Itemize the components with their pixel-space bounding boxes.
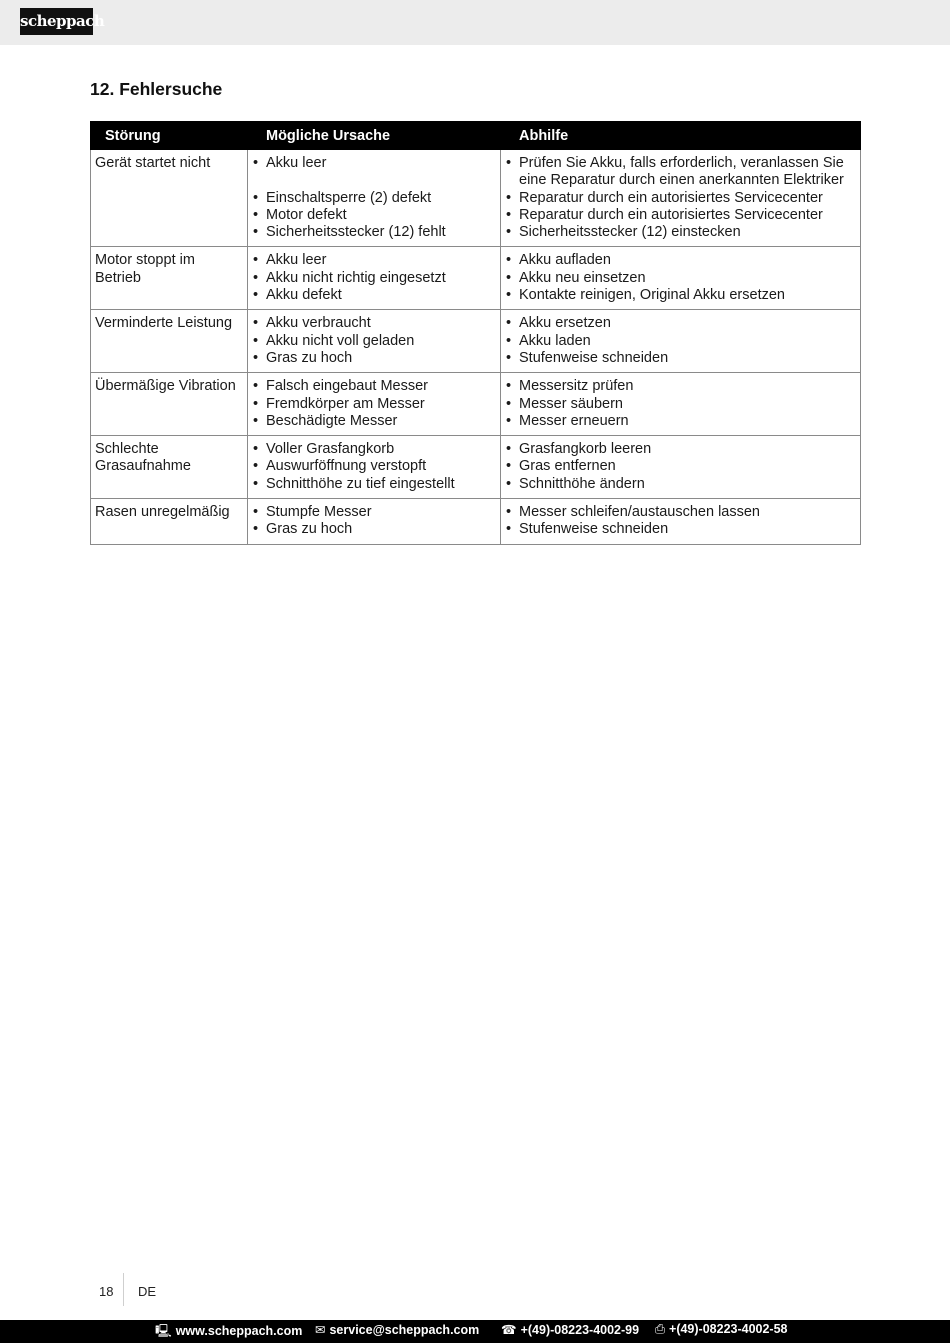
list-item: • Akku verbraucht <box>252 315 496 332</box>
table-row <box>91 499 861 545</box>
phone-text: +(49)-08223-4002-99 <box>520 1323 640 1337</box>
list-item: • Reparatur durch ein autorisiertes Servicecenter <box>505 207 856 224</box>
remedy-cell <box>501 150 861 247</box>
cause-cell <box>248 436 501 499</box>
fault-cell: Übermäßige Vibration <box>91 373 248 436</box>
page-divider <box>123 1273 124 1306</box>
list-item: • Stufenweise schneiden <box>505 350 856 367</box>
fault-cell: Verminderte Leistung <box>91 310 248 373</box>
cause-cell <box>248 150 501 247</box>
list-item: • Gras zu hoch <box>252 350 496 367</box>
list-item: • Stumpfe Messer <box>252 504 496 521</box>
list-item: • Einschaltsperre (2) defekt <box>252 190 496 207</box>
table-row <box>91 373 861 436</box>
remedy-cell <box>501 499 861 545</box>
cause-cell <box>248 499 501 545</box>
section-title: 12. Fehlersuche <box>90 79 223 99</box>
mail-icon: ✉ <box>315 1323 326 1337</box>
list-item: • Sicherheitsstecker (12) fehlt <box>252 224 496 241</box>
list-item: • Akku aufladen <box>505 252 856 269</box>
list-item: • Beschädigte Messer <box>252 413 496 430</box>
list-item: • Voller Grasfangkorb <box>252 441 496 458</box>
remedy-cell <box>501 310 861 373</box>
footer-phone <box>501 1322 639 1337</box>
header-remedy: Abhilfe <box>501 122 861 150</box>
table-header-row <box>91 122 861 150</box>
page-number: 18 <box>99 1284 114 1299</box>
list-item: • Falsch eingebaut Messer <box>252 378 496 395</box>
email-text: service@scheppach.com <box>329 1323 480 1337</box>
footer-fax <box>655 1322 788 1337</box>
list-item: • Prüfen Sie Akku, falls erforderlich, veranlassen Sie eine Reparatur durch einen anerkannten Elektriker <box>505 155 856 190</box>
list-item: • Messersitz prüfen <box>505 378 856 395</box>
website-text: www.scheppach.com <box>175 1324 303 1338</box>
list-item: • Messer erneuern <box>505 413 856 430</box>
table-row <box>91 150 861 247</box>
list-item: • Akku leer <box>252 155 496 172</box>
footer-bar <box>0 1320 950 1343</box>
list-item: • Akku nicht voll geladen <box>252 333 496 350</box>
list-item: • Messer säubern <box>505 396 856 413</box>
list-item: • Kontakte reinigen, Original Akku ersetzen <box>505 287 856 304</box>
footer-email[interactable] <box>315 1322 479 1337</box>
list-item: • Fremdkörper am Messer <box>252 396 496 413</box>
fault-cell: Gerät startet nicht <box>91 150 248 247</box>
header-fault: Störung <box>91 122 248 150</box>
list-item: • Gras entfernen <box>505 458 856 475</box>
table-row <box>91 247 861 310</box>
table-row <box>91 436 861 499</box>
remedy-cell <box>501 373 861 436</box>
fax-icon: ⎙ <box>655 1322 666 1336</box>
cause-cell <box>248 373 501 436</box>
fault-cell: Schlechte Grasaufnahme <box>91 436 248 499</box>
list-item: • Motor defekt <box>252 207 496 224</box>
list-item: • Reparatur durch ein autorisiertes Servicecenter <box>505 190 856 207</box>
list-item: • Akku defekt <box>252 287 496 304</box>
list-item: • Akku ersetzen <box>505 315 856 332</box>
header-cause: Mögliche Ursache <box>248 122 501 150</box>
remedy-cell <box>501 436 861 499</box>
list-item: • Messer schleifen/austauschen lassen <box>505 504 856 521</box>
troubleshooting-table <box>90 121 861 545</box>
fault-cell: Motor stoppt im Betrieb <box>91 247 248 310</box>
list-item: • Grasfangkorb leeren <box>505 441 856 458</box>
list-item: • Schnitthöhe ändern <box>505 476 856 493</box>
scheppach-logo: scheppach <box>20 8 93 35</box>
list-item: • Akku laden <box>505 333 856 350</box>
fax-text: +(49)-08223-4002-58 <box>669 1322 788 1336</box>
list-item: • Akku neu einsetzen <box>505 270 856 287</box>
list-item: • Akku nicht richtig eingesetzt <box>252 270 496 287</box>
list-item: • Akku leer <box>252 252 496 269</box>
top-bar <box>0 0 950 45</box>
phone-icon: ☎ <box>501 1323 517 1337</box>
footer-website[interactable] <box>155 1322 302 1343</box>
remedy-cell <box>501 247 861 310</box>
cause-cell <box>248 310 501 373</box>
list-item: • Gras zu hoch <box>252 521 496 538</box>
computer-icon: 🖳 <box>155 1324 172 1338</box>
list-item: • Schnitthöhe zu tief eingestellt <box>252 476 496 493</box>
list-item: • Auswurföffnung verstopft <box>252 458 496 475</box>
cause-cell <box>248 247 501 310</box>
fault-cell: Rasen unregelmäßig <box>91 499 248 545</box>
language-code: DE <box>138 1284 157 1299</box>
table-row <box>91 310 861 373</box>
list-item: • Stufenweise schneiden <box>505 521 856 538</box>
list-item: • Sicherheitsstecker (12) einstecken <box>505 224 856 241</box>
